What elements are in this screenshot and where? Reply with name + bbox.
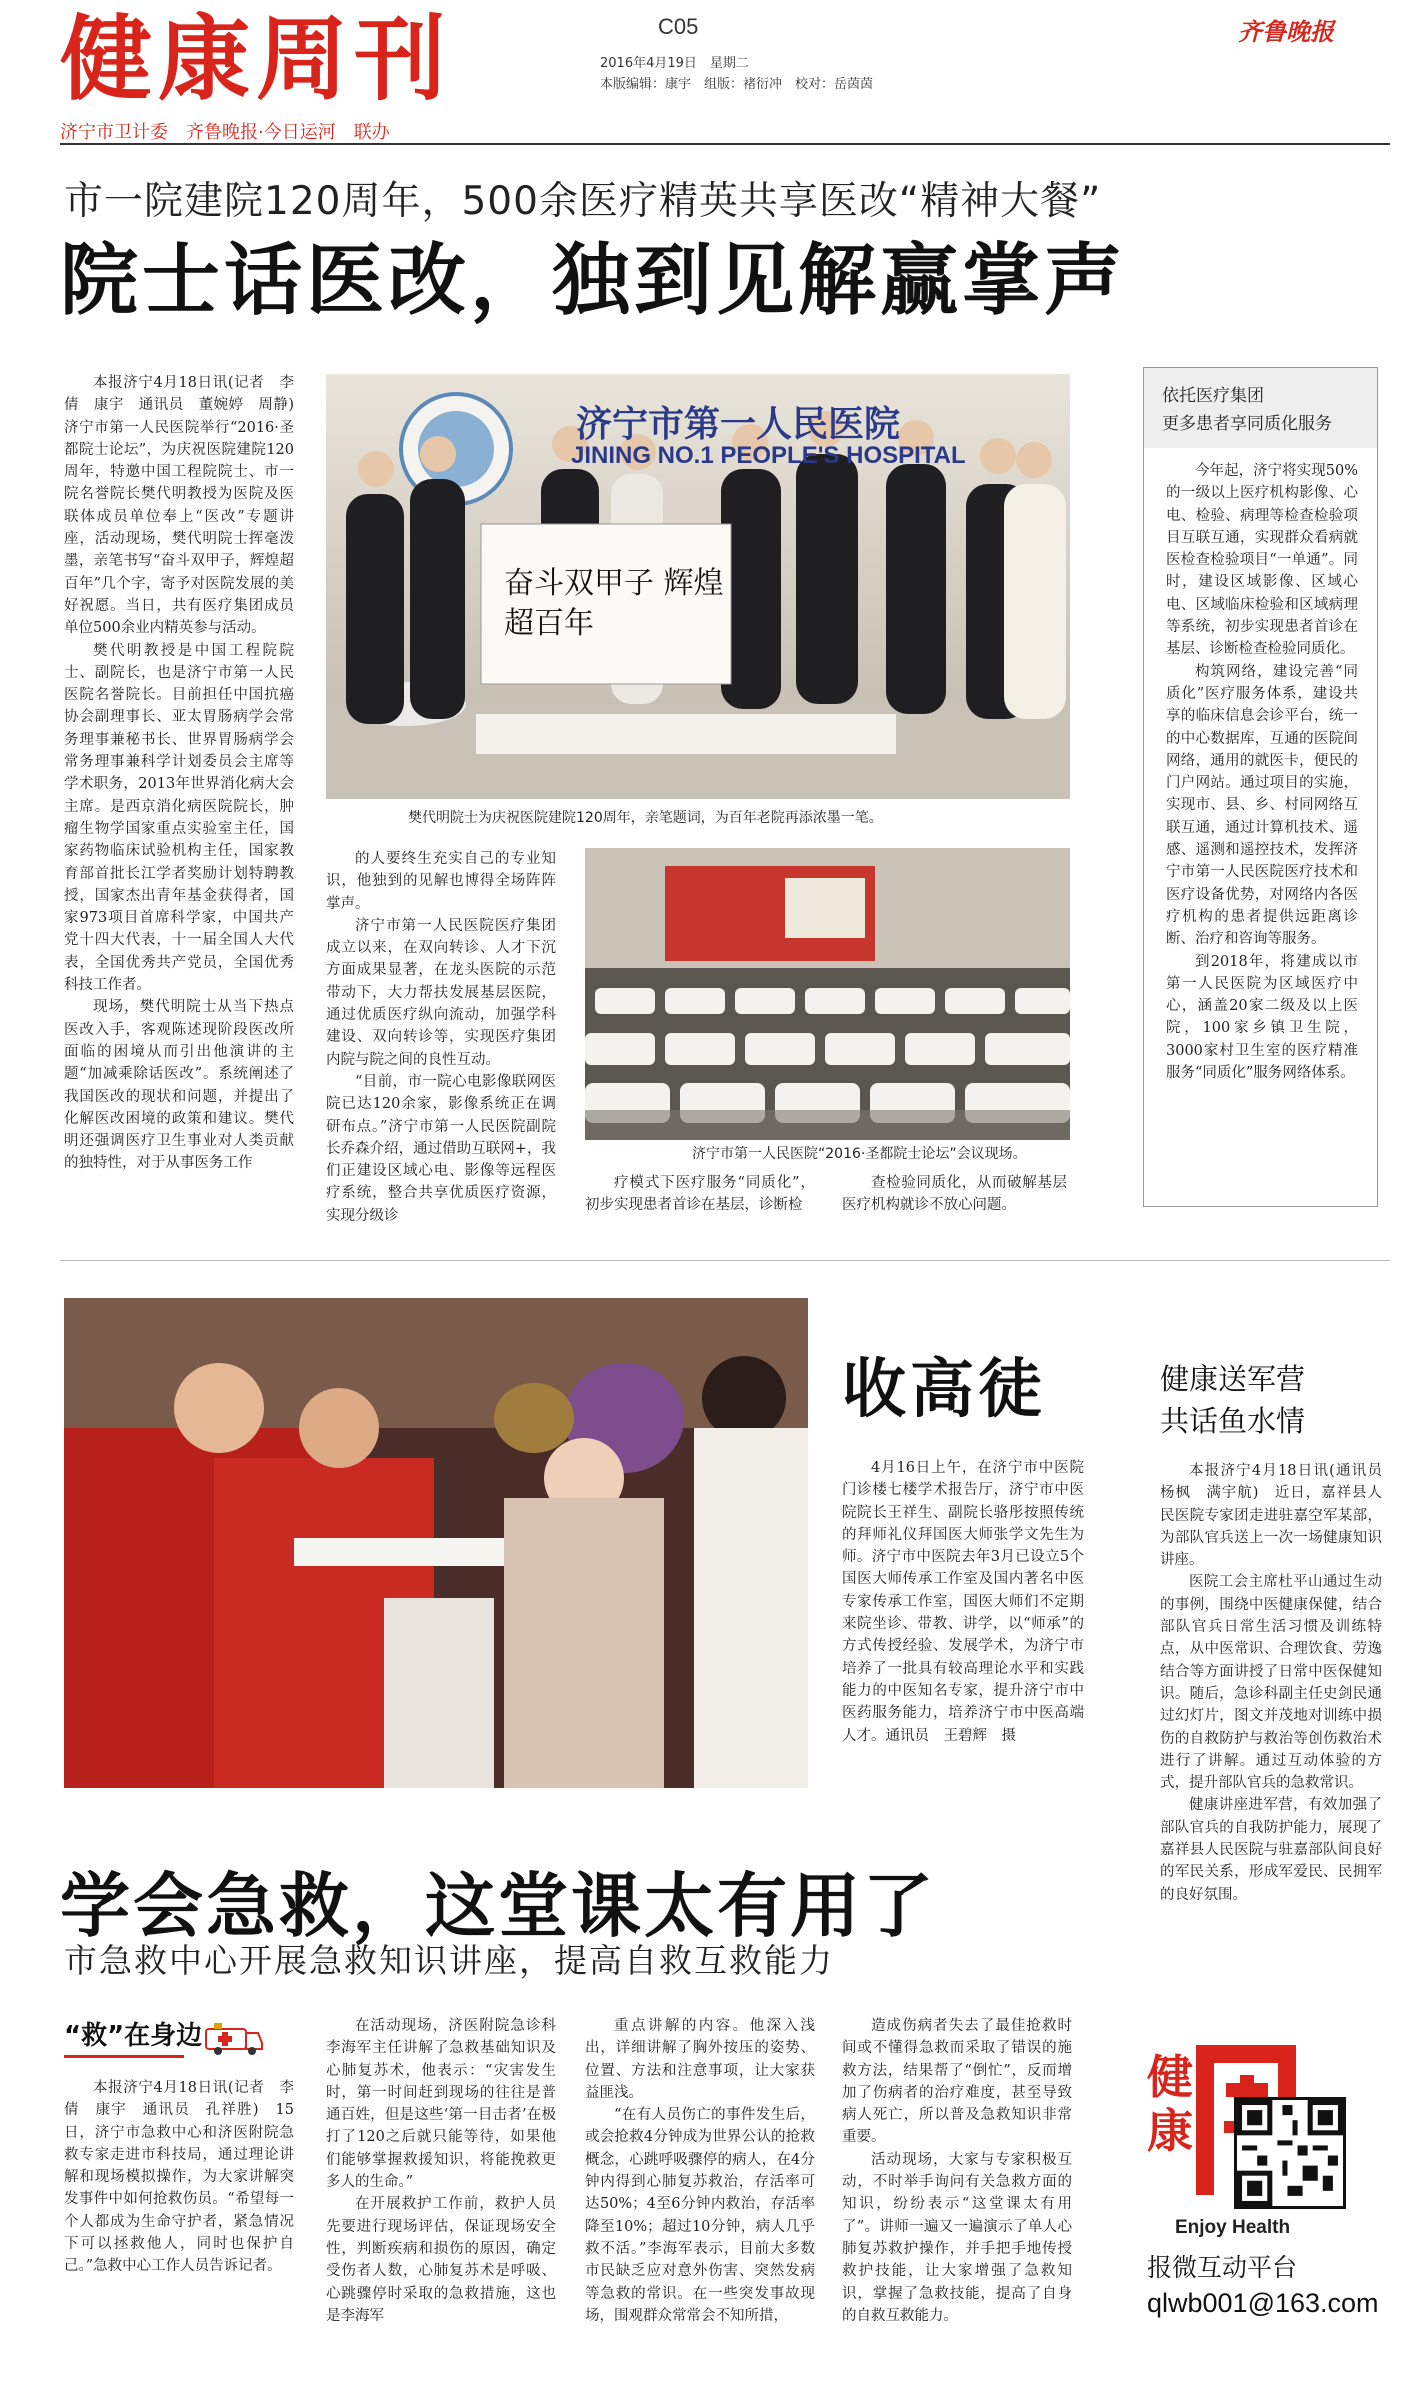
firstaid-headline: 学会急救，这堂课太有用了 bbox=[60, 1865, 936, 1947]
sidebar-box bbox=[1143, 367, 1378, 1207]
masthead-divider bbox=[60, 143, 1390, 145]
sponsor-line: 济宁市卫计委 齐鲁晚报·今日运河 联办 bbox=[60, 122, 390, 143]
lead-paragraph: “目前，市一院心电影像联网医院已达120余家，影像系统正在调研布点。”济宁市第一人民医院副院长乔森介绍，通过借助互联网+，我们正建设区域心电、影像等远程医疗系统，整合共享优质医疗资源，实现分级诊 bbox=[326, 1073, 556, 1224]
firstaid-paragraph: 本报济宁4月18日讯(记者 李倩 康宇 通讯员 孔祥胜) 15日，济宁市急救中心和济医附院急救专家走进市科技局，通过理论讲解和现场模拟操作，为大家讲解突发事件中如何抢救伤员。“希望每一个人都成为生命守护者，紧急情况下可以拯救他人，同时也保护自己。”急救中心工作人员告诉记者。 bbox=[64, 2080, 294, 2275]
photo-disciple-ceremony bbox=[64, 1298, 808, 1788]
photo1-caption: 樊代明院士为庆祝医院建院120周年，亲笔题词，为百年老院再添浓墨一笔。 bbox=[408, 810, 883, 826]
army-paragraph: 本报济宁4月18日讯(通讯员 杨枫 满宇航) 近日，嘉祥县人民医院专家团走进驻嘉空军某部，为部队官兵送上一次一场健康知识讲座。 bbox=[1160, 1463, 1397, 1569]
disciple-title: 收高徒 bbox=[842, 1353, 1046, 1427]
army-body bbox=[1160, 1460, 1397, 1990]
lead-paragraph: 济宁市第一人民医院医疗集团成立以来，在双向转诊、人才下沉方面成果显著，在龙头医院的示范带动下，大力帮扶发展基层医院，通过优质医疗纵向流动，加强学科建设、双向转诊等，实现医疗集团内院与院之间的良性互动。 bbox=[326, 917, 556, 1068]
lead-paragraph: 的人要终生充实自己的专业知识，他独到的见解也博得全场阵阵掌声。 bbox=[326, 851, 556, 912]
sidebar-paragraph: 构筑网络，建设完善“同质化”医疗服务体系，建设共享的临床信息会诊平台，统一的中心数据库，互通的医院间网络，通用的就医卡，便民的门户网站。通过项目的实施，实现市、县、乡、村同网络互联互通，通过计算机技术、遥感、遥测和遥控技术，发挥济宁市第一人民医院医疗技术和医疗设备优势，对网络内各医疗机构的患者提供远距离诊断、治疗和咨询等服务。 bbox=[1166, 663, 1358, 948]
lead-paragraph: 查检验同质化，从而破解基层医疗机构就诊不放心问题。 bbox=[842, 1175, 1067, 1214]
sidebar-header bbox=[1144, 368, 1377, 448]
firstaid-column-3 bbox=[585, 2015, 815, 2324]
disciple-body bbox=[842, 1457, 1084, 1797]
army-paragraph: 健康讲座进军营，有效加强了部队官兵的自我防护能力，展现了嘉祥县人民医院与驻嘉部队间良好的军民关系，形成军爱民、民拥军的良好氛围。 bbox=[1160, 1797, 1382, 1903]
army-title-line-2: 共话鱼水情 bbox=[1160, 1404, 1306, 1438]
paper-logo: 齐鲁晚报 bbox=[1238, 17, 1334, 46]
lead-column-1 bbox=[64, 372, 309, 1252]
photo-forum-graphic bbox=[585, 848, 1070, 1140]
sidebar-heading-2: 更多患者享同质化服务 bbox=[1162, 414, 1332, 434]
hospital-sign-en: JINING NO.1 PEOPLE'S HOSPITAL bbox=[571, 442, 966, 469]
ambulance-icon bbox=[204, 2017, 264, 2057]
section-divider bbox=[60, 1260, 1390, 1261]
firstaid-column-1 bbox=[64, 2077, 294, 2317]
photo2-caption: 济宁市第一人民医院“2016·圣都院士论坛”会议现场。 bbox=[692, 1146, 1027, 1162]
firstaid-paragraph: 活动现场，大家与专家积极互动，不时举手询问有关急救方面的知识，纷纷表示“这堂课太有用了”。讲师一遍又一遍演示了单人心肺复苏救护操作，并手把手地传授救护技能，让大家增强了急救知识，掌握了急救技能，提高了自身的自救互救能力。 bbox=[842, 2151, 1072, 2324]
disciple-paragraph: 4月16日上午，在济宁市中医院门诊楼七楼学术报告厅，济宁市中医院院长王祥生、副院长骆彤按照传统的拜师礼仪拜国医大师张学文先生为师。济宁市中医院去年3月已设立5个国医大师传承工作室及国内著名中医专家传承工作室，国医大师们不定期来院坐诊、带教、讲学，以“师承”的方式传授经验、发展学术，为济宁市培养了一批具有较高理论水平和实践能力的中医知名专家，提升济宁市中医药服务能力，培养济宁市中医高端人才。通讯员 王碧辉 摄 bbox=[842, 1460, 1084, 1744]
staff-line: 本版编辑：康宇 组版：褚衍冲 校对：岳茵茵 bbox=[600, 77, 874, 92]
army-title bbox=[1160, 1358, 1305, 1442]
army-title-line-1: 健康送军营 bbox=[1160, 1362, 1306, 1396]
hospital-sign: 济宁市第一人民医院 bbox=[576, 404, 901, 445]
photo-forum-hall bbox=[585, 848, 1070, 1140]
column-tag bbox=[64, 2015, 274, 2059]
army-paragraph: 医院工会主席杜平山通过生动的事例，围绕中医健康保健，结合部队官兵日常生活习惯及训练特点，从中医常识、合理饮食、劳逸结合等方面讲授了日常中医保健知识。随后，急诊科副主任史剑民通过幻灯片，图文并茂地对训练中损伤的自救防护与救治等创伤救治术进行了讲解。通过互动体验的方式，提升部队官兵的急救常识。 bbox=[1160, 1574, 1382, 1792]
lead-paragraph: 疗模式下医疗服务“同质化”，初步实现患者首诊在基层，诊断检 bbox=[585, 1175, 815, 1214]
firstaid-column-4 bbox=[842, 2015, 1072, 2324]
firstaid-paragraph: 在活动现场，济医附院急诊科李海军主任讲解了急救基础知识及心肺复苏术，他表示：“灾害发生时，第一时间赶到现场的往往是普通百姓，但是这些‘第一目击者’在极打了120之后就只能等待，如果他们能够掌握救援知识，将能挽救更多人的生命。” bbox=[326, 2018, 556, 2191]
health-logo-cn-small: 健康 bbox=[1147, 2050, 1193, 2158]
photo-disciple-graphic bbox=[64, 1298, 808, 1788]
lead-headline: 院士话医改，独到见解赢掌声 bbox=[60, 236, 1127, 326]
firstaid-paragraph: 造成伤病者失去了最佳抢救时间或不懂得急救而采取了错误的施救方法，结果帮了“倒忙”，反而增加了伤病者的治疗难度，甚至导致病人死亡，所以普及急救知识非常重要。 bbox=[842, 2018, 1072, 2146]
lead-column-3 bbox=[585, 1172, 815, 1242]
lead-paragraph: 本报济宁4月18日讯(记者 李倩 康宇 通讯员 董婉婷 周静) 济宁市第一人民医院举行“2016·圣都院士论坛”，为庆祝医院建院120周年，特邀中国工程院院士、市一院名誉院长樊代明教授为医院及医联体成员单位奉上“医改”专题讲座，活动现场，樊代明院士挥毫泼墨，亲笔书写“奋斗双甲子，辉煌超百年”几个字，寄予对医院发展的美好祝愿。当日，共有医疗集团成员单位500余业内精英参与活动。 bbox=[64, 375, 309, 637]
sidebar-body bbox=[1166, 460, 1358, 1200]
firstaid-paragraph: “在有人员伤亡的事件发生后，或会抢救4分钟成为世界公认的抢救概念，心跳呼吸骤停的病人，在4分钟内得到心肺复苏救治，存活率可达50%；4至6分钟内救治，存活率降至10%；超过10分钟，病人几乎救不活。”李海军表示，目前大多数市民缺乏应对意外伤害、突然发病等急救的常识。在一些突发事故现场，围观群众常常会不知所措， bbox=[585, 2107, 815, 2324]
masthead-title: 健康周刊 bbox=[60, 6, 453, 113]
lead-paragraph: 现场，樊代明院士从当下热点医改入手，客观陈述现阶段医改所面临的困境从而引出他演讲的主题“加减乘除话医改”。系统阐述了我国医改的现状和问题，并提出了化解医改困境的政策和建议。樊代明还强调医疗卫生事业对人类贡献的独特性，对于从事医务工作 bbox=[64, 999, 294, 1172]
calligraphy-inscription: 奋斗双甲子 辉煌超百年 bbox=[504, 566, 724, 641]
lead-paragraph: 樊代明教授是中国工程院院士、副院长，也是济宁市第一人民医院名誉院长。目前担任中国抗癌协会副理事长、亚太胃肠病学会常务理事兼秘书长、世界胃肠病学会常务理事兼科学计划委员会主席等学术职务，2013年世界消化病大会主席。是西京消化病医院院长，肿瘤生物学国家重点实验室主任，国家药物临床试验机构主任，国家教育部首批长江学者奖励计划特聘教授，国家杰出青年基金获得者，国家973项目首席科学家，中国共产党十四大代表，十一届全国人大代表，全国优秀共产党员，全国优秀科技工作者。 bbox=[64, 642, 294, 994]
firstaid-paragraph: 在开展救护工作前，救护人员先要进行现场评估，保证现场安全性，判断疾病和损伤的原因，确定受伤者人数，心肺复苏术是呼吸、心跳骤停时采取的急救措施，这也是李海军 bbox=[326, 2196, 556, 2324]
qr-code-pattern bbox=[1237, 2100, 1343, 2206]
sidebar-paragraph: 今年起，济宁将实现50%的一级以上医疗机构影像、心电、检验、病理等检查检验项目互联互通，实现群众看病就医检查检验项目“一单通”。同时，建设区域影像、区域心电、区域临床检验和区域病理等系统，初步实现患者首诊在基层、诊断检查检验同质化。 bbox=[1166, 463, 1358, 658]
lead-column-2 bbox=[326, 848, 556, 1243]
qr-code bbox=[1234, 2097, 1346, 2209]
firstaid-column-2 bbox=[326, 2015, 556, 2324]
column-tag-underline bbox=[64, 2055, 184, 2058]
contact-email[interactable]: qlwb001@163.com bbox=[1147, 2288, 1379, 2318]
firstaid-subheadline: 市急救中心开展急救知识讲座，提高自救互救能力 bbox=[64, 1941, 834, 1980]
health-logo-en: Enjoy Health bbox=[1175, 2217, 1291, 2238]
wechat-platform-label: 报微互动平台 bbox=[1147, 2253, 1298, 2282]
photo-calligraphy-ceremony bbox=[326, 374, 1070, 799]
date-line: 2016年4月19日 星期二 bbox=[600, 56, 749, 71]
firstaid-paragraph: 重点讲解的内容。他深入浅出，详细讲解了胸外按压的姿势、位置、方法和注意事项，让大家获益匪浅。 bbox=[585, 2018, 815, 2101]
column-tag-label: “救”在身边 bbox=[64, 2021, 203, 2051]
sidebar-paragraph: 到2018年，将建成以市第一人民医院为区域医疗中心，涵盖20家二级及以上医院，100家乡镇卫生院，3000家村卫生室的医疗精准服务“同质化”服务网络体系。 bbox=[1166, 953, 1358, 1082]
sidebar-heading-1: 依托医疗集团 bbox=[1162, 386, 1264, 406]
page-code: C05 bbox=[658, 14, 699, 39]
lead-column-4 bbox=[842, 1172, 1067, 1242]
lead-kicker: 市一院建院120周年，500余医疗精英共享医改“精神大餐” bbox=[64, 179, 1102, 224]
